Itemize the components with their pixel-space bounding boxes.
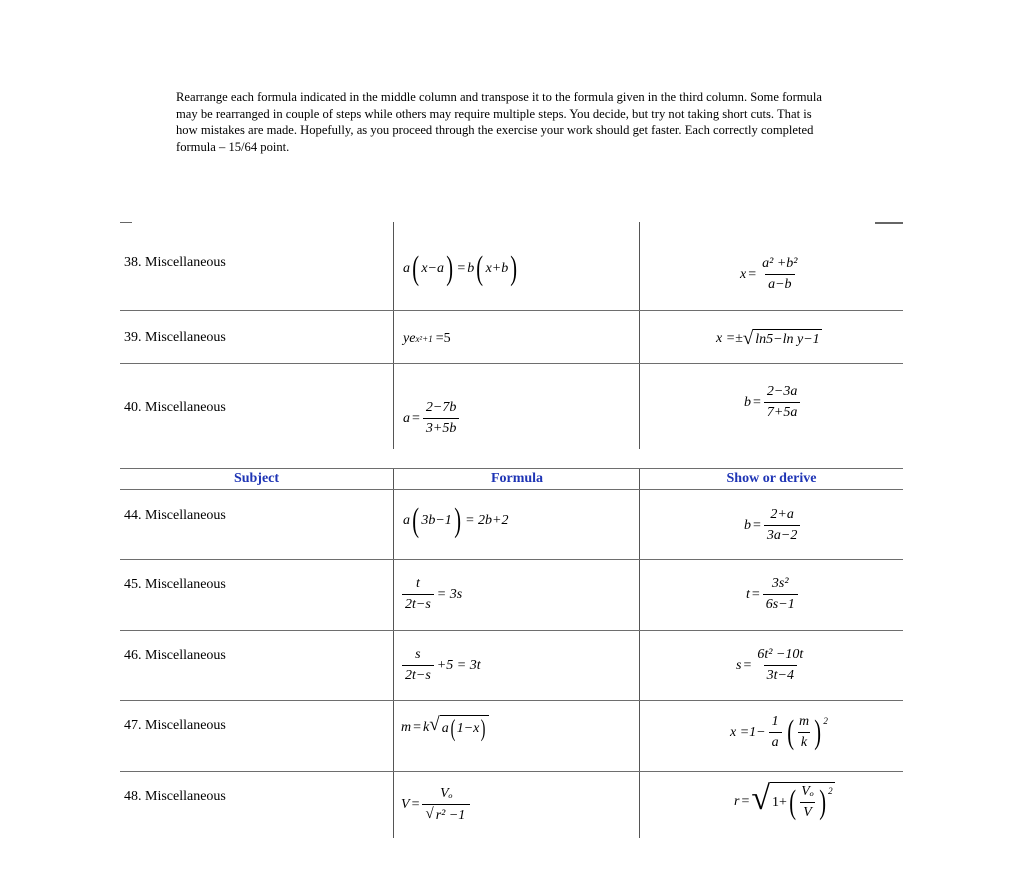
table-row xyxy=(120,222,903,311)
header-show-or-derive: Show or derive xyxy=(639,469,903,489)
formula-target: x = $\frac{\text{a² +b²}}{a-b}$ xyxy=(740,256,798,292)
formula-given: $\frac{s}{2t-s}$ +5 = 3t xyxy=(399,647,481,684)
instructions-text: Rearrange each formula indicated in the middle column and transpose it to the formula given in the third column. Some formula may be rearranged in couple of steps while others may require multiple steps. You decide, but try not taking short cuts. That is how mistakes are made. Hopefully, as you proceed through the exercise your work should get faster. Each correctly completed formula – 15/64 point. xyxy=(176,90,822,154)
table-row xyxy=(120,701,903,772)
formula-given: m = k √ a ( 1−x ) xyxy=(401,715,489,741)
formula-target: b = $\frac{2-3a}{7+5a}$ xyxy=(744,384,803,421)
formula-target: x =± √ ln5−ln y−1 xyxy=(716,328,820,349)
formula-given: y e x²+1 =5 xyxy=(403,331,451,346)
header-subject: Subject xyxy=(233,471,280,486)
subject-cell: 38. Miscellaneous xyxy=(124,255,226,270)
table-row xyxy=(120,364,903,449)
formula-target: x =1− $\frac{1}{a}$ ( $\frac{m}{k}$ ) $^2$ xyxy=(730,713,828,751)
subject-cell: 46. Miscellaneous xyxy=(124,648,226,663)
formula-given: a = $\frac{2-7b}{3+5b}$ xyxy=(403,400,462,437)
subject-cell: 40. Miscellaneous xyxy=(124,400,226,415)
table-row xyxy=(120,311,903,364)
upper-table xyxy=(120,222,903,449)
formula-target: r = √ 1+ ( $\frac{\text{Vₒ}}{V}$ ) $^2$ xyxy=(734,780,833,821)
formula-target: b = $\frac{2+a}{3a-2}$ xyxy=(744,507,803,544)
subject-cell: 39. Miscellaneous xyxy=(124,330,226,345)
subject-cell: 48. Miscellaneous xyxy=(124,789,226,804)
formula-given: a ( x−a ) = b ( x+b ) xyxy=(403,250,518,287)
subject-cell: 44. Miscellaneous xyxy=(124,508,226,523)
table-header xyxy=(120,469,903,490)
subject-cell: 47. Miscellaneous xyxy=(124,718,226,733)
lower-table xyxy=(120,468,903,838)
table-row xyxy=(120,631,903,701)
formula-given: a ( 3b−1 ) = 2b+2 xyxy=(403,502,509,539)
formula-target: s = $\frac{\text{6t² −10t}}{3t-4}$ xyxy=(736,647,804,683)
table-row xyxy=(120,560,903,631)
formula-target: t = $\frac{\text{3s²}}{6s-1}$ xyxy=(746,576,801,613)
header-formula: Formula xyxy=(393,469,640,489)
table-row xyxy=(120,772,903,838)
subject-cell: 45. Miscellaneous xyxy=(124,577,226,592)
formula-given: $\frac{t}{2t-s}$ = 3s xyxy=(399,576,462,613)
formula-given: V = Vₒ √ r² −1 xyxy=(401,786,473,824)
table-row xyxy=(120,490,903,560)
